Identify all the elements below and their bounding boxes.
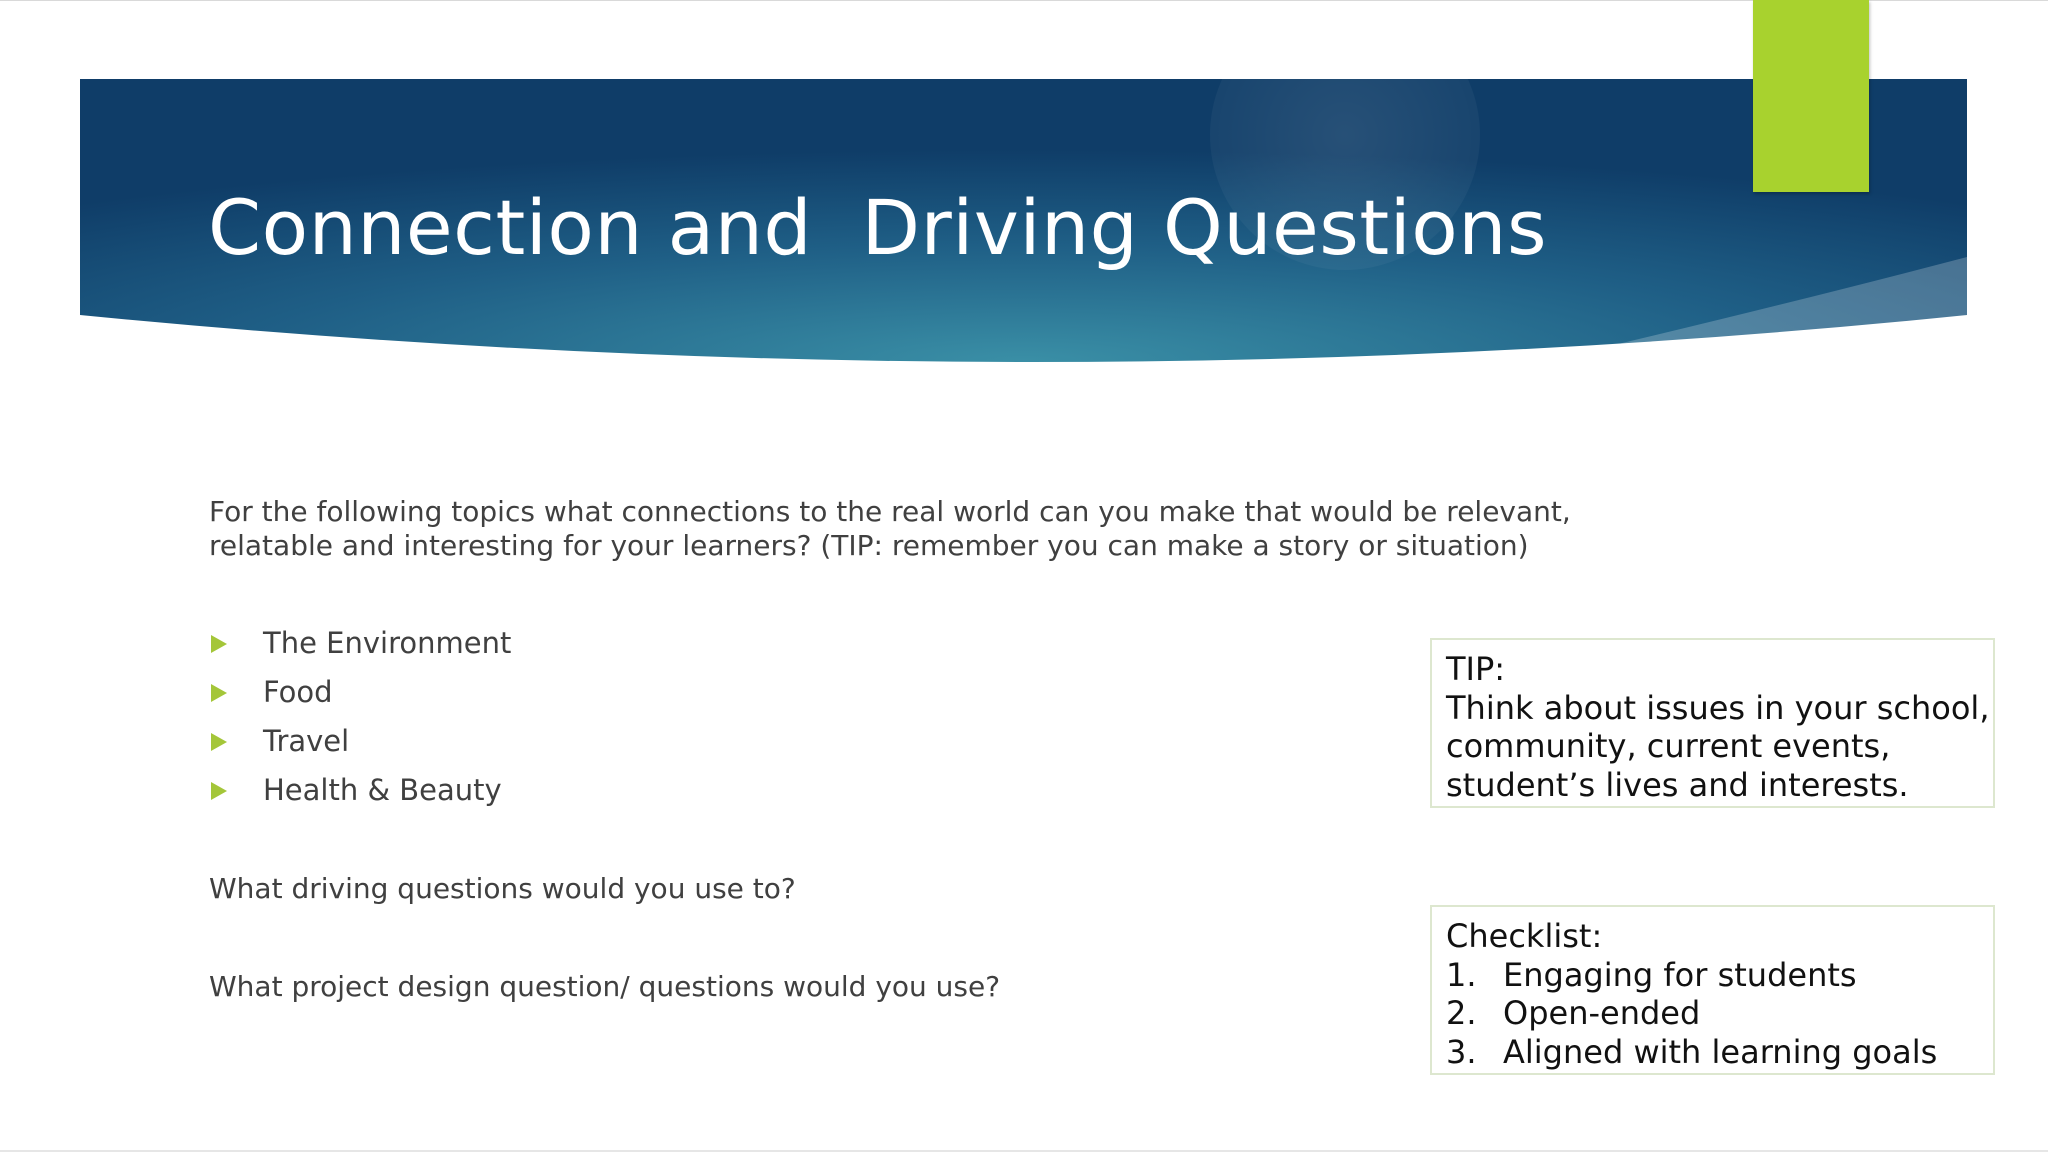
checklist-number: 2. bbox=[1446, 994, 1477, 1032]
green-accent-tab bbox=[1753, 0, 1869, 192]
topic-label: Travel bbox=[263, 724, 350, 758]
project-design-question-prompt: What project design question/ questions would you use? bbox=[209, 970, 1001, 1003]
intro-line-2: relatable and interesting for your learners? (TIP: remember you can make a story or situation) bbox=[209, 529, 1529, 562]
list-item bbox=[209, 720, 511, 769]
slide-title: Connection and Driving Questions bbox=[208, 183, 1548, 272]
checklist-item bbox=[1446, 994, 1979, 1033]
bullet-triangle-icon bbox=[211, 733, 227, 751]
checklist-number: 1. bbox=[1446, 955, 1477, 994]
checklist-item bbox=[1446, 1033, 1979, 1072]
bullet-triangle-icon bbox=[211, 635, 227, 653]
list-item bbox=[209, 671, 511, 720]
topic-label: Health & Beauty bbox=[263, 773, 502, 807]
checklist-label: Engaging for students bbox=[1503, 955, 1857, 994]
top-divider bbox=[0, 0, 2048, 1]
topic-list bbox=[209, 622, 511, 818]
tip-line: Think about issues in your school, bbox=[1446, 688, 1990, 727]
bullet-triangle-icon bbox=[211, 782, 227, 800]
topic-label: Food bbox=[263, 675, 333, 709]
checklist-label: Open-ended bbox=[1503, 994, 1701, 1032]
intro-paragraph bbox=[209, 495, 1609, 563]
tip-box bbox=[1430, 638, 1995, 808]
checklist-item bbox=[1446, 956, 1979, 995]
tip-line: community, current events, bbox=[1446, 727, 1891, 765]
checklist-number: 3. bbox=[1446, 1032, 1477, 1071]
checklist bbox=[1446, 956, 1979, 1072]
checklist-heading: Checklist: bbox=[1446, 917, 1603, 955]
bullet-triangle-icon bbox=[211, 684, 227, 702]
list-item bbox=[209, 622, 511, 671]
intro-line-1: For the following topics what connections to the real world can you make that would be relevant, bbox=[209, 495, 1571, 528]
checklist-box bbox=[1430, 905, 1995, 1075]
checklist-label: Aligned with learning goals bbox=[1503, 1032, 1938, 1071]
tip-heading: TIP: bbox=[1446, 650, 1506, 688]
topic-label: The Environment bbox=[263, 626, 512, 660]
driving-question-prompt: What driving questions would you use to? bbox=[209, 872, 796, 905]
tip-line: student’s lives and interests. bbox=[1446, 765, 1909, 804]
list-item bbox=[209, 769, 511, 818]
